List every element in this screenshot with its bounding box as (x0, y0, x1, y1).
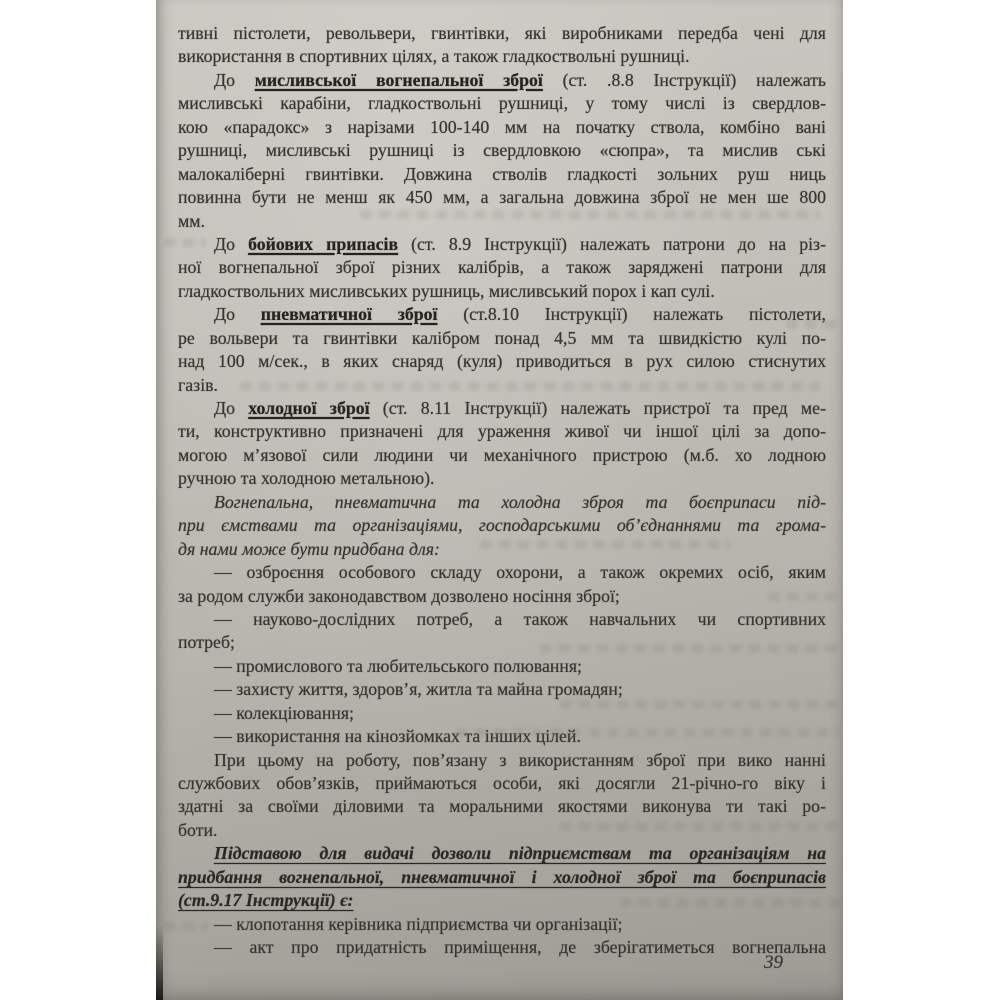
text-segment: (ст. 8.9 Інструкції) належать патрони до на різ- (398, 233, 826, 254)
text-line (178, 256, 826, 279)
text-line (178, 842, 826, 865)
text-line (178, 397, 826, 420)
text-line (178, 163, 826, 186)
text-segment: — озброєння особового складу охорони, а також окремих осіб, яким (214, 562, 826, 583)
text-line (178, 608, 826, 631)
text-segment: — промислового та любительського полювання; (214, 655, 582, 676)
text-segment: мм. (178, 210, 205, 231)
text-segment: До (214, 304, 261, 325)
text-line (178, 327, 826, 350)
text-segment: повинна бути не менш як 450 мм, а загальна довжина зброї не мен ше 800 (178, 187, 826, 208)
text-line (178, 233, 826, 256)
text-segment: До (214, 233, 249, 254)
text-line (178, 655, 826, 678)
bleed-through-artifact (560, 822, 840, 831)
text-segment: — науково-дослідних потреб, а також навчальних чи спортивних (214, 608, 826, 629)
bleed-through-artifact (240, 382, 820, 391)
bleed-through-artifact (164, 922, 208, 931)
emphasized-term: пневматичної зброї (260, 304, 438, 325)
text-segment: здатні за своїми діловими та моральними якостями виконува ти такі ро- (178, 796, 826, 817)
text-segment: — колекціювання; (214, 702, 354, 723)
text-line (178, 561, 826, 584)
page-number: 39 (764, 952, 783, 973)
text-line (178, 444, 826, 467)
text-segment: гладкоствольних мисливських рушниць, мисливський порох і кап сулі. (178, 280, 715, 301)
text-segment: малокаліберні гвинтівки. Довжина стволів гладкості зольних руш ниць (178, 163, 826, 184)
text-segment: могою м’язової сили людини чи механічного пристрою (м.б. хо лодною (178, 444, 826, 465)
bleed-through-artifact (540, 644, 840, 653)
text-segment: над 100 м/сек., в яких снаряд (куля) приводиться в рух силою стиснутих (178, 351, 826, 372)
text-segment: — клопотання керівника підприємства чи організації; (214, 913, 623, 934)
text-segment: (ст.8.10 Інструкції) належать пістолети, (437, 304, 826, 325)
text-line (178, 350, 826, 373)
text-segment: ручною та холодною метальною). (178, 468, 435, 489)
text-line (178, 514, 826, 537)
emphasized-term: холодної зброї (248, 398, 370, 418)
bleed-through-artifact (456, 728, 840, 737)
text-segment: за родом служби законодавством дозволено носіння зброї; (178, 585, 620, 606)
text-line (178, 92, 826, 115)
text-segment: газів. (178, 374, 218, 395)
text-segment: рушниці, мисливські рушниці із свердловкою «сюпра», та мислив ські (178, 140, 826, 161)
text-segment: при ємствами та організаціями, господарськими об’єднаннями та грома- (178, 515, 826, 536)
text-segment: До (214, 398, 249, 418)
text-line (178, 749, 826, 772)
text-line (178, 913, 826, 936)
bleed-through-artifact (620, 898, 840, 907)
bleed-through-artifact (560, 700, 840, 709)
text-segment: ти, конструктивно призначені для ураження живої чи іншої цілі за допо- (178, 421, 826, 442)
text-line (178, 866, 826, 889)
emphasized-term: Підставою для видачі дозволи підприємствам та організаціям на (214, 843, 826, 864)
text-line (178, 772, 826, 795)
emphasized-term: придбання вогнепальної, пневматичної і холодної зброї та боєприпасів (178, 866, 826, 887)
bleed-through-artifact (768, 592, 840, 601)
text-segment: використання в спортивних цілях, а також гладкоствольні рушниці. (178, 46, 690, 67)
text-segment: До (214, 69, 255, 90)
text-segment: дя нами може бути придбана для: (178, 538, 440, 559)
text-line (178, 116, 826, 139)
text-line (178, 795, 826, 818)
emphasized-term: мисливської вогнепальної зброї (254, 69, 543, 90)
text-line (178, 69, 826, 92)
text-line (178, 139, 826, 162)
bleed-through-artifact (164, 238, 206, 247)
text-segment: боти. (178, 819, 218, 840)
text-line (178, 936, 826, 959)
text-block (178, 22, 826, 960)
text-segment: мисливські карабіни, гладкоствольні рушниці, у тому числі із свердлов- (178, 93, 826, 114)
text-segment: ре вольвери та гвинтівки калібром понад 4,5 мм та швидкістю кулі по- (178, 327, 826, 348)
text-line (178, 45, 826, 68)
text-segment: тивні пістолети, револьвери, гвинтівки, які виробниками передба чені для (178, 23, 826, 43)
text-segment: кою «парадокс» з нарізами 100-140 мм на початку ствола, комбіно вані (178, 116, 826, 137)
book-page-photo (156, 0, 843, 1000)
photo-edge-shadow (156, 925, 163, 1000)
text-line (178, 420, 826, 443)
emphasized-term: бойових припасів (248, 233, 399, 254)
bleed-through-artifact (360, 210, 820, 219)
text-segment: потреб; (178, 632, 235, 653)
text-line (178, 467, 826, 490)
emphasized-term: (ст.9.17 Інструкції) є: (178, 890, 354, 911)
text-line (178, 303, 826, 326)
text-segment: При цьому на роботу, пов’язану з використанням зброї при вико нанні (214, 749, 826, 770)
bleed-through-artifact (480, 540, 730, 549)
text-line (178, 22, 826, 45)
text-segment: ної вогнепальної зброї різних калібрів, а також заряджені патрони для (178, 257, 826, 278)
text-line (178, 585, 826, 608)
text-line (178, 491, 826, 514)
text-segment: Вогнепальна, пневматична та холодна зброя та боєприпаси під- (214, 491, 826, 512)
text-segment: (ст. 8.11 Інструкції) належать пристрої та пред ме- (369, 398, 826, 418)
text-segment: службових обов’язків, приймаються особи, які досягли 21-річно-го віку і (178, 773, 826, 793)
text-segment: — використання на кінозйомках та інших цілей. (214, 726, 581, 747)
text-segment: — акт про придатність приміщення, де зберігатиметься вогнепальна (214, 937, 826, 958)
text-segment: (ст. .8.8 Інструкції) належать (542, 69, 826, 90)
text-segment: — захисту життя, здоров’я, житла та майна громадян; (214, 679, 623, 700)
text-line (178, 186, 826, 209)
text-line (178, 678, 826, 701)
bleed-through-artifact (786, 320, 840, 329)
text-line (178, 280, 826, 303)
